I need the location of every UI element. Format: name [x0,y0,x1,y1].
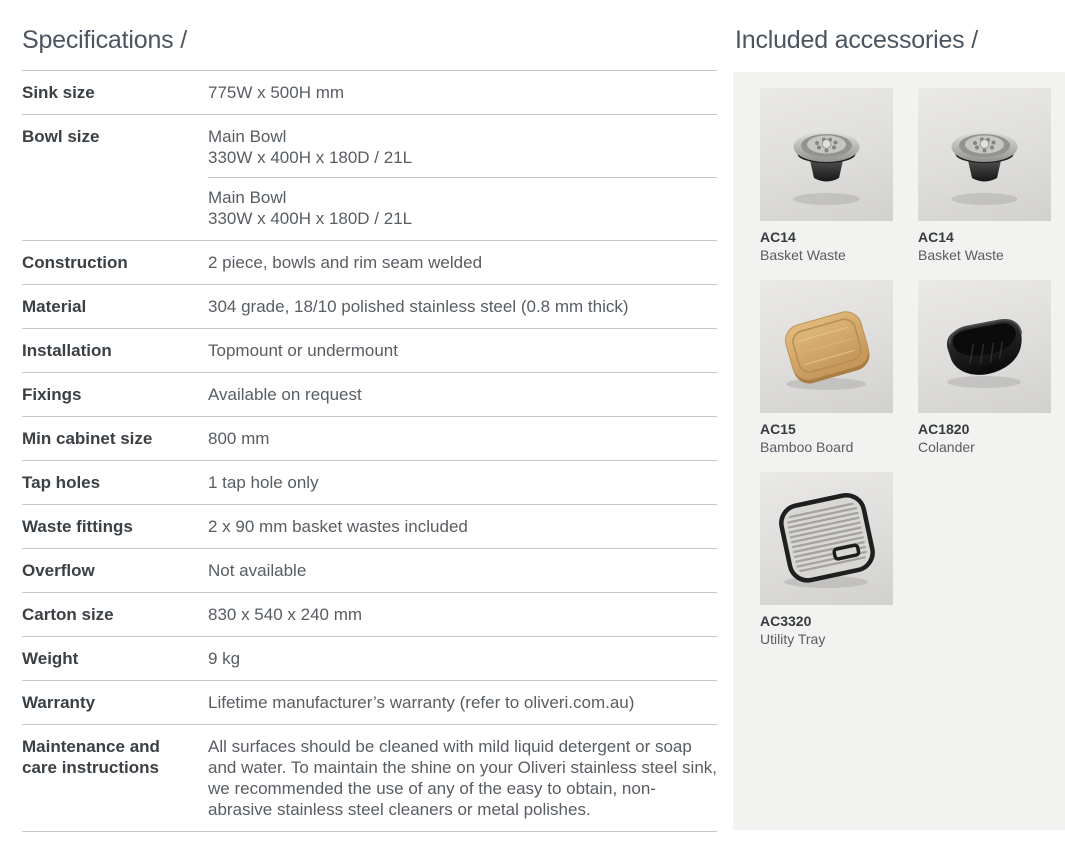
specifications-title: Specifications / [22,26,187,54]
utility-tray-icon [760,472,893,605]
bowl-entry [208,177,717,229]
spec-value: Topmount or undermount [208,341,398,360]
spec-value: 775W x 500H mm [208,83,345,102]
accessory-code: AC3320 [760,613,812,629]
spec-label: Weight [22,649,79,668]
spec-label: Waste fittings [22,517,133,536]
accessories-title: Included accessories / [735,26,978,54]
spec-row-overflow [22,549,717,593]
specifications-table [22,70,717,832]
spec-value: 1 tap hole only [208,473,319,492]
spec-label: Maintenance and care instructions [22,737,160,777]
spec-value: All surfaces should be cleaned with mild liquid detergent or soap and water. To maintain the shine on your Oliveri stainless steel sink, we recommended the use of any of the easy to obtain, non-abrasive stainless steel cleaners or metal polishes. [208,737,718,819]
spec-label: Min cabinet size [22,429,153,448]
spec-row-maintenance [22,725,717,832]
bowl-entry-dims: 330W x 400H x 180D / 21L [208,148,413,167]
accessory-name: Utility Tray [760,631,826,647]
spec-label: Tap holes [22,473,101,492]
accessory-name: Basket Waste [760,247,846,263]
accessory-name: Colander [918,439,975,455]
spec-row-carton-size [22,593,717,637]
accessories-section [733,0,1065,830]
accessory-photo [918,88,1051,221]
spec-row-bowl-size [22,115,717,241]
accessory-card-ac15 [760,280,893,456]
accessory-code: AC1820 [918,421,970,437]
spec-label: Bowl size [22,127,100,146]
basket-waste-icon [918,88,1051,221]
spec-row-sink-size [22,71,717,115]
bowl-entry-title: Main Bowl [208,127,287,146]
accessory-photo [760,280,893,413]
spec-label: Installation [22,341,112,360]
spec-value: 830 x 540 x 240 mm [208,605,363,624]
spec-label: Sink size [22,83,95,102]
spec-row-warranty [22,681,717,725]
spec-row-fixings [22,373,717,417]
accessory-card-ac3320 [760,472,893,648]
spec-row-min-cabinet-size [22,417,717,461]
accessory-code: AC14 [918,229,954,245]
accessory-photo [760,88,893,221]
spec-value: 9 kg [208,649,241,668]
accessory-photo [760,472,893,605]
accessories-panel [733,72,1065,830]
accessory-code: AC15 [760,421,796,437]
colander-icon [918,280,1051,413]
accessory-card-ac14-1 [760,88,893,264]
accessory-card-ac1820 [918,280,1051,456]
spec-value: Available on request [208,385,362,404]
spec-label: Material [22,297,87,316]
spec-label: Warranty [22,693,96,712]
bamboo-board-icon [760,280,893,413]
accessory-card-ac14-2 [918,88,1051,264]
accessory-code: AC14 [760,229,796,245]
spec-label: Fixings [22,385,82,404]
accessory-photo [918,280,1051,413]
bowl-entry [208,126,717,177]
spec-row-installation [22,329,717,373]
specifications-section [22,24,717,832]
spec-value: 2 x 90 mm basket wastes included [208,517,468,536]
bowl-entry-dims: 330W x 400H x 180D / 21L [208,209,413,228]
spec-label: Carton size [22,605,114,624]
spec-row-waste-fittings [22,505,717,549]
spec-label: Overflow [22,561,95,580]
spec-value: 304 grade, 18/10 polished stainless steel (0.8 mm thick) [208,297,629,316]
accessory-name: Bamboo Board [760,439,854,455]
spec-value: 800 mm [208,429,270,448]
bowl-entry-title: Main Bowl [208,188,287,207]
spec-row-weight [22,637,717,681]
spec-value: 2 piece, bowls and rim seam welded [208,253,483,272]
spec-row-tap-holes [22,461,717,505]
spec-value: Not available [208,561,307,580]
spec-value: Lifetime manufacturer’s warranty (refer to oliveri.com.au) [208,693,635,712]
basket-waste-icon [760,88,893,221]
spec-row-construction [22,241,717,285]
accessory-name: Basket Waste [918,247,1004,263]
spec-label: Construction [22,253,128,272]
spec-row-material [22,285,717,329]
spec-value [208,126,717,229]
